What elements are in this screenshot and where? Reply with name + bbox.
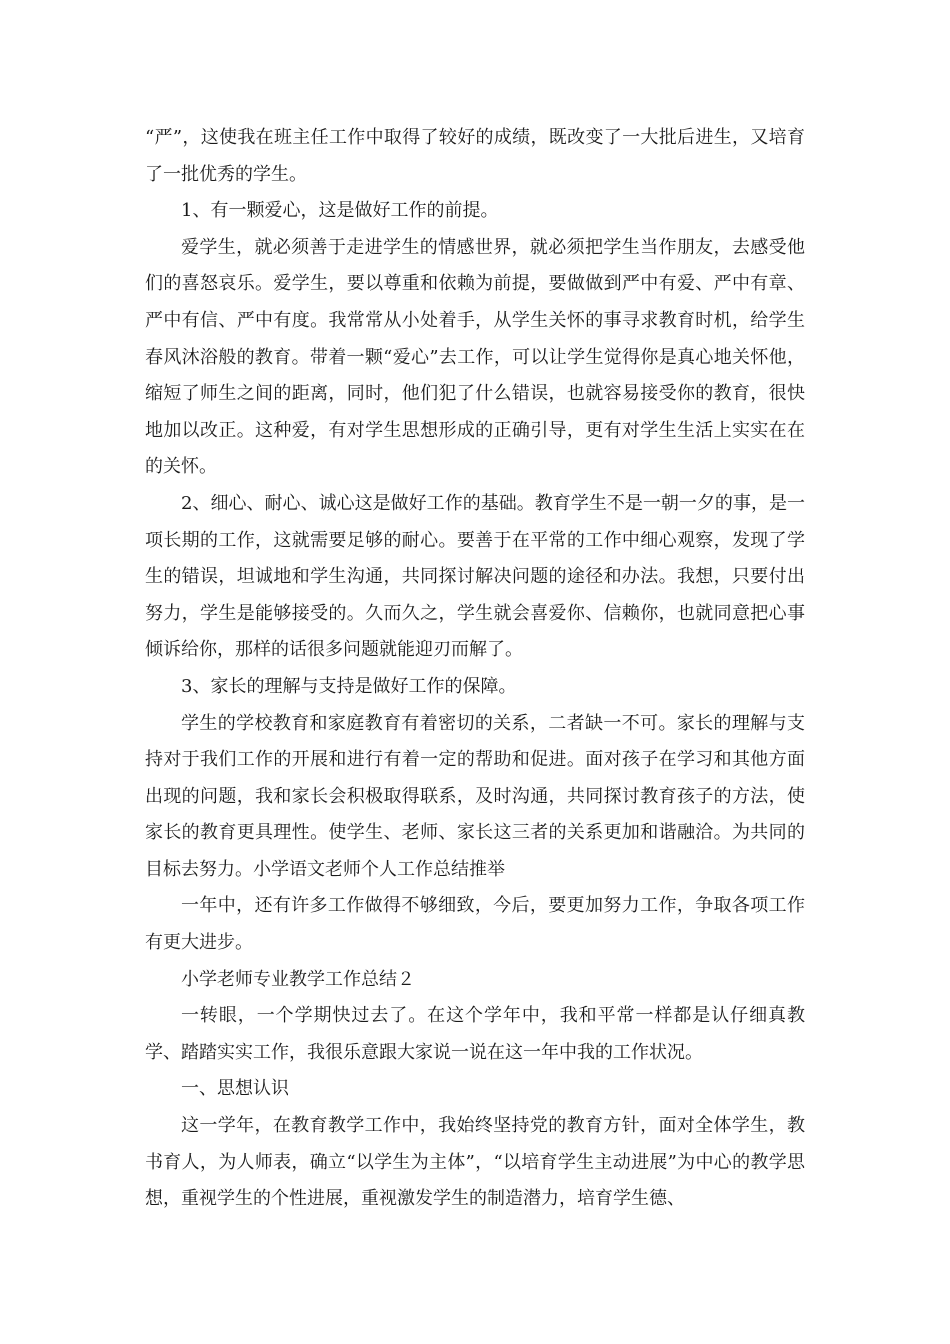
heading-ideology: 一、思想认识: [181, 1078, 289, 1100]
paragraph-parents: 学生的学校教育和家庭教育有着密切的关系，二者缺一不可。家长的理解与支持对于我们工作的开展和进行有着一定的帮助和促进。面对孩子在学习和其他方面出现的问题，我和家长会积极取得联系，及时沟通，共同探讨教育孩子的方法，使家长的教育更具理性。使学生、老师、家长这三者的关系更加和谐融洽。为共同的目标去努力。小学语文老师个人工作总结推举: [145, 712, 805, 880]
paragraph-semester: 一转眼，一个学期快过去了。在这个学年中，我和平常一样都是认仔细真教学、踏踏实实工作，我很乐意跟大家说一说在这一年中我的工作状况。: [145, 1005, 805, 1063]
paragraph-continuation: “严”，这使我在班主任工作中取得了较好的成绩，既改变了一大批后进生，又培育了一批优秀的学生。: [145, 127, 805, 185]
document-page: [145, 120, 805, 1218]
heading-point-2-paragraph: 2、细心、耐心、诚心这是做好工作的基础。教育学生不是一朝一夕的事，是一项长期的工作，这就需要足够的耐心。要善于在平常的工作中细心观察，发现了学生的错误，坦诚地和学生沟通，共同探讨解决问题的途径和办法。我想，只要付出努力，学生是能够接受的。久而久之，学生就会喜爱你、信赖你，也就同意把心事倾诉给你，那样的话很多问题就能迎刃而解了。: [145, 492, 805, 661]
section-title-2: 小学老师专业教学工作总结２: [181, 968, 415, 990]
heading-point-3: 3、家长的理解与支持是做好工作的保障。: [181, 675, 517, 697]
paragraph-love-students: 爱学生，就必须善于走进学生的情感世界，就必须把学生当作朋友，去感受他们的喜怒哀乐。爱学生，要以尊重和依赖为前提，要做做到严中有爱、严中有章、严中有信、严中有度。我常常从小处着手，从学生关怀的事寻求教育时机，给学生春风沐浴般的教育。带着一颗“爱心”去工作，可以让学生觉得你是真心地关怀他，缩短了师生之间的距离，同时，他们犯了什么错误，也就容易接受你的教育，很快地加以改正。这种爱，有对学生思想形成的正确引导，更有对学生生活上实实在在的关怀。: [145, 236, 805, 478]
paragraph-ideology: 这一学年，在教育教学工作中，我始终坚持党的教育方针，面对全体学生，教书育人，为人师表，确立“以学生为主体”，“以培育学生主动进展”为中心的教学思想，重视学生的个性进展，重视激发学生的制造潜力，培育学生德、: [145, 1115, 805, 1210]
heading-point-1: 1、有一颗爱心，这是做好工作的前提。: [181, 200, 499, 222]
paragraph-year-summary: 一年中，还有许多工作做得不够细致，今后，要更加努力工作，争取各项工作有更大进步。: [145, 895, 805, 954]
